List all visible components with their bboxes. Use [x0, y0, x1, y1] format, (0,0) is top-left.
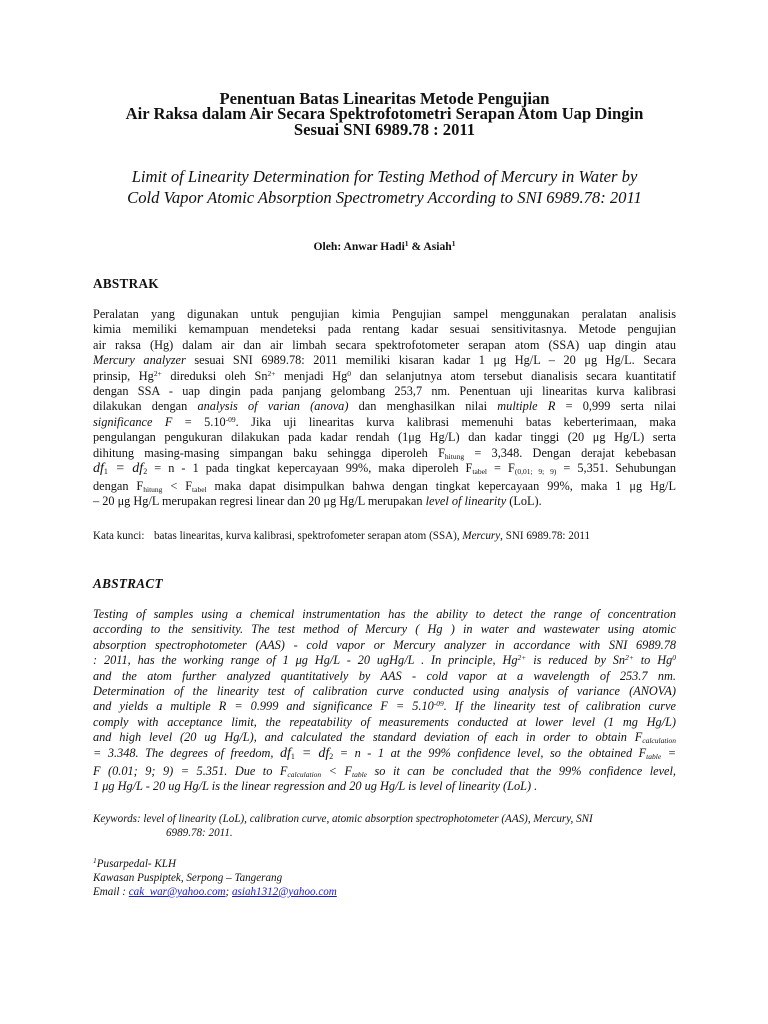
equals-sign: =	[294, 745, 319, 761]
abstrak-heading: ABSTRAK	[93, 276, 159, 291]
affiliation	[93, 857, 676, 899]
subscript: 2	[329, 751, 334, 761]
abstrak-text: (LoL).	[506, 494, 542, 509]
title-line-2: Air Raksa dalam Air Secara Spektrofotometri Serapan Atom Uap Dingin	[125, 104, 644, 124]
abstract-line-4	[93, 653, 676, 668]
author-2-affil-mark: 1	[451, 239, 456, 248]
abstract-text: so it can be concluded that the 99% confidence level,	[367, 763, 677, 778]
abstrak-term: significance F	[93, 414, 173, 429]
title-line-1: Penentuan Batas Linearitas Metode Pengujian	[219, 89, 550, 108]
subscript: tabel	[472, 466, 487, 476]
abstract-line-2: according to the sensitivity. The test method of Mercury ( Hg ) in water and wastewater using atomic	[93, 622, 676, 637]
affiliation-address: Kawasan Puspiptek, Serpong – Tangerang	[93, 872, 283, 884]
abstrak-text: – 20 μg Hg/L merupakan regresi linear dan 20 μg Hg/L merupakan	[93, 494, 426, 509]
subscript: hitung	[143, 484, 163, 494]
abstrak-line-12	[93, 479, 676, 494]
author-1-affil-mark: 1	[404, 239, 409, 248]
abstrak-text: dihitung masing-masing simpangan baku sehingga diperoleh F	[93, 445, 445, 460]
equals-sign: =	[107, 460, 133, 476]
abstrak-line-4	[93, 353, 676, 368]
abstrak-line-13	[93, 494, 676, 509]
abstrak-text: = 5.10	[172, 414, 226, 429]
abstrak-line-2: kimia memiliki kemampuan mendeteksi pada rentang kadar sesuai sensitivitasnya. Metode pengujian	[93, 322, 676, 337]
abstrak-text: dan menghasilkan nilai	[348, 399, 498, 414]
subscript: table	[646, 751, 662, 761]
df-symbol: df	[318, 745, 330, 761]
affiliation-email-line	[93, 885, 676, 899]
df-formula	[280, 746, 333, 761]
superscript: 2+	[625, 653, 634, 663]
abstrak-body	[93, 307, 676, 510]
keywords-line-1: Keywords: level of linearity (LoL), calibration curve, atomic absorption spectrophotometer (AAS), Mercury, SNI	[93, 813, 593, 825]
email-separator: ;	[225, 886, 232, 898]
abstrak-text: menjadi Hg	[275, 368, 348, 383]
superscript: 0	[672, 653, 676, 663]
kata-kunci-text: , SNI 6989.78: 2011	[500, 530, 591, 542]
abstract-text: is reduced by Sn	[526, 653, 626, 668]
df-symbol: df	[93, 460, 104, 476]
subscript: calculation	[287, 769, 322, 779]
abstract-text: and yields a multiple R = 0.999 and significance F = 5.10	[93, 699, 434, 714]
abstrak-text: . Jika uji linearitas kurva kalibrasi memenuhi batas keberterimaan, maka	[235, 414, 676, 429]
abstract-text: . If the linearity test of calibration curve	[443, 699, 676, 714]
abstract-text: = n - 1 at the 99% confidence level, so the obtained F	[333, 745, 647, 760]
abstract-line-9	[93, 730, 676, 745]
subscript: 1	[103, 466, 108, 476]
kata-kunci-label: Kata kunci:	[93, 530, 145, 542]
affiliation-org: Pusarpedal- KLH	[96, 858, 176, 870]
abstrak-text: direduksi oleh Sn	[161, 368, 268, 383]
abstrak-text: dengan F	[93, 478, 144, 493]
abstract-line-8: comply with acceptance limit, the repeatability of measurements conducted at lower level (1 mg Hg/L)	[93, 714, 676, 729]
email-label: Email :	[93, 886, 129, 898]
abstrak-line-9: pengulangan pengukuran dilakukan pada kadar rendah (1μg Hg/L) dan kadar tinggi (20 μg Hg/L) serta	[93, 430, 676, 445]
abstract-line-11	[93, 764, 676, 779]
abstrak-line-5	[93, 369, 676, 384]
subscript: (0,01; 9; 9)	[514, 466, 557, 476]
abstract-line-1: Testing of samples using a chemical instrumentation has the ability to detect the range of concentration	[93, 607, 676, 621]
email-link-2[interactable]: asiah1312@yahoo.com	[232, 886, 337, 898]
df-symbol: df	[132, 460, 144, 476]
subtitle-line-1: Limit of Linearity Determination for Testing Method of Mercury in Water by	[131, 167, 638, 186]
df-formula	[93, 461, 147, 476]
abstrak-term: level of linearity	[425, 494, 507, 509]
abstrak-text: = 0,999 serta nilai	[555, 399, 676, 414]
title-line-3: Sesuai SNI 6989.78 : 2011	[293, 119, 476, 139]
subtitle-line-2: Cold Vapor Atomic Absorption Spectrometry According to SNI 6989.78: 2011	[127, 188, 642, 207]
superscript: 0	[347, 368, 352, 378]
keywords	[93, 812, 676, 840]
superscript: 2+	[267, 368, 276, 378]
abstract-text: = 3.348. The degrees of freedom,	[93, 745, 281, 760]
subscript: calculation	[642, 736, 676, 746]
kata-kunci-text: batas linearitas, kurva kalibrasi, spektrofometer serapan atom (SSA),	[154, 530, 463, 542]
abstrak-term: analysis of varian (anova)	[197, 399, 349, 414]
abstract-text: F (0.01; 9; 9) = 5.351. Due to F	[93, 763, 288, 778]
abstrak-text: = 3,348. Dengan derajat kebebasan	[464, 445, 676, 460]
abstract-line-6: Determination of the linearity test of calibration curve conducted using analysis of variance (ANOVA)	[93, 683, 676, 698]
subscript: hitung	[444, 451, 465, 461]
subscript: 1	[290, 751, 295, 761]
abstract-text: : 2011, has the working range of 1 μg Hg/L - 20 ugHg/L . In principle, Hg	[93, 653, 518, 668]
subscript: table	[352, 769, 367, 779]
abstract-text: < F	[321, 763, 352, 778]
superscript: -09	[225, 414, 236, 424]
abstrak-text: dilakukan dengan	[93, 399, 198, 414]
abstrak-line-3: air raksa (Hg) dalam air dan air limbah secara spektrofotometer serapan atom (SSA) uap dingin atau	[93, 337, 676, 352]
abstract-text: =	[661, 745, 676, 760]
author-byline	[93, 240, 676, 253]
abstract-body	[93, 607, 676, 794]
abstrak-line-6: dengan SSA - uap dingin pada panjang gelombang 253,7 nm. Penentuan uji linearitas kurva kalibrasi	[93, 383, 676, 398]
abstract-line-12: 1 μg Hg/L - 20 ug Hg/L is the linear regression and 20 ug Hg/L is level of linearity (LoL) .	[93, 778, 538, 793]
abstrak-text: sesuai SNI 6989.78: 2011 memiliki kisaran kadar 1 μg Hg/L – 20 μg Hg/L. Secara	[185, 353, 676, 368]
abstrak-text: maka dapat disimpulkan bahwa dengan tingkat kepercayaan 99%, maka 1 μg Hg/L	[206, 478, 676, 493]
abstrak-text: = n - 1 pada tingkat kepercayaan 99%, maka diperoleh F	[147, 460, 473, 475]
kata-kunci	[93, 529, 676, 543]
abstrak-text: = 5,351. Sehubungan	[556, 460, 676, 475]
keywords-line-2: 6989.78: 2011.	[166, 827, 233, 839]
abstrak-text: < F	[162, 478, 193, 493]
superscript: -09	[433, 699, 444, 709]
abstract-text: to Hg	[633, 653, 673, 668]
superscript: 2+	[517, 653, 527, 663]
abstrak-line-1: Peralatan yang digunakan untuk pengujian kimia Pengujian sampel menggunakan peralatan analisis	[93, 307, 676, 321]
byline-prefix: Oleh: Anwar Hadi	[313, 240, 405, 253]
subscript: 2	[143, 466, 148, 476]
abstract-text: and high level (20 ug Hg/L), and calculated the standard deviation of each in order to obtain F	[93, 730, 643, 745]
subscript: tabel	[192, 484, 207, 494]
affil-mark: 1	[93, 856, 97, 865]
abstract-line-5: and the atom further analyzed quantitatively by AAS - cold vapor at a wavelength of 253.7 nm.	[93, 668, 676, 683]
paper-title-en	[93, 166, 676, 208]
abstrak-term: Mercury analyzer	[93, 353, 186, 368]
abstrak-line-11	[93, 461, 676, 479]
abstract-line-3: absorption spectrophotometer (AAS) - cold vapor or Mercury analyzer in accordance with SNI 6989.78	[93, 637, 676, 652]
abstrak-text: prinsip, Hg	[93, 368, 154, 383]
byline-middle: & Asiah	[408, 240, 452, 253]
superscript: 2+	[153, 368, 162, 378]
abstrak-line-7	[93, 399, 676, 414]
paper-title-id	[93, 89, 676, 139]
abstract-line-7	[93, 699, 676, 714]
df-symbol: df	[280, 745, 291, 761]
email-link-1[interactable]: cak_war@yahoo.com	[128, 886, 226, 898]
abstrak-text: = F	[486, 460, 515, 475]
abstrak-text: dan selanjutnya atom tersebut dianalisis secara kuantitatif	[351, 368, 676, 383]
abstrak-term: multiple R	[497, 399, 556, 414]
abstrak-line-10	[93, 446, 676, 461]
kata-kunci-term: Mercury	[462, 530, 501, 542]
abstract-line-10	[93, 746, 676, 764]
abstrak-line-8	[93, 415, 676, 430]
affiliation-line-1	[93, 857, 676, 871]
abstract-heading: ABSTRACT	[93, 576, 163, 591]
